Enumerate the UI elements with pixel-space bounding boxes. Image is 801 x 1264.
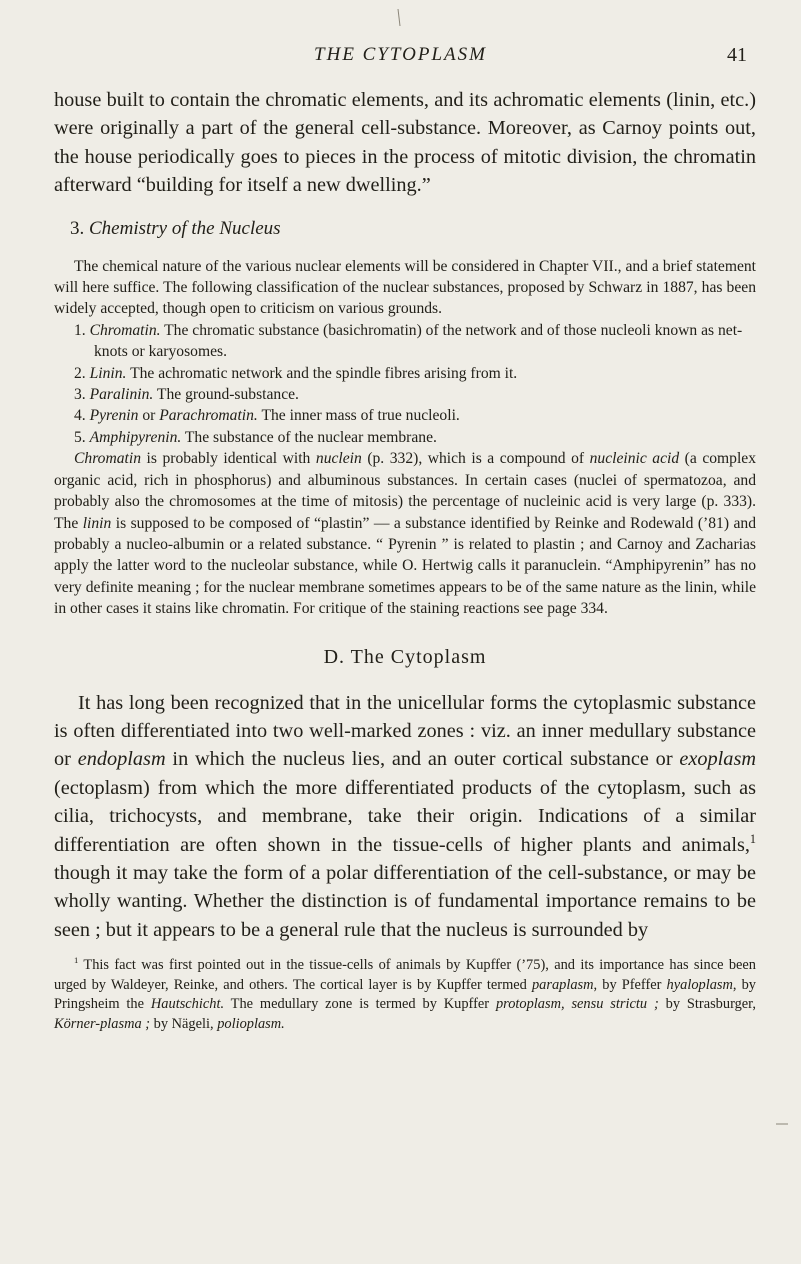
section-heading: D. The Cytoplasm [323,645,487,668]
list-item: 3. Paralinin. The ground-substance. [74,386,299,404]
footnote: $^1$ This fact was first pointed out in the tissue-cells of animals by Kupffer (’75), and its importance has since been urged by Waldeyer, Reinke, and others. The cortical layer is by Kupffer termed paraplasm, by Pfeffer hyaloplasm, by Pringsheim the Hautschicht. The medullary zone is termed by Kupffer protoplasm, sensu strictu ; by Strasburger, Körner-plasma ; by Nägeli, polioplasm. [54,955,757,1032]
list-item: 2. Linin. The achromatic network and the spindle fibres arising from it. [74,364,518,382]
chromatin-paragraph: Chromatin is probably identical with nuclein (p. 332), which is a compound of nucleinic acid (a complex organic acid, rich in phosphorus) and albuminous substances. In certain cases (nuclei of spermatozoa, and probably also the chromosomes at the time of mitosis) the percentage of nucleinic acid is very large (p. 333). The linin is supposed to be composed of “plastin” — a substance identified by Reinke and Rodewald (’81) and probably a nucleo-albumin or a related substance. “ Pyrenin ” is related to plastin ; and Carnoy and Zacharias apply the latter word to the nucleolar substance, while O. Hertwig calls it paranuclein. “Amphipyrenin” has no very definite meaning ; for the nuclear membrane sometimes appears to be of the same nature as the linin, while in other cases it stains like chromatin. For critique of the staining reactions see page 334. [54,450,757,618]
cytoplasm-paragraph: It has long been recognized that in the unicellular forms the cytoplasmic substance is often differentiated into two well-marked zones : viz. an inner medullary substance or endoplasm in which the nucleus lies, and an outer cortical substance or exoplasm (ectoplasm) from which the more differentiated products of the cytoplasm, such as cilia, trichocysts, and membrane, take their origin. Indications of a similar differentiation are often shown in the tissue-cells of higher plants and animals,$^1$ though it may take the form of a polar differentiation of the cell-substance, or may be wholly wanting. Whether the distinction is of fundamental importance remains to be seen ; but it appears to be a general rule that the nucleus is surrounded by [54,691,756,941]
subsection-number: 3. [70,217,85,239]
continued-paragraph: house built to contain the chromatic elements, and its achromatic elements (linin, etc.) were originally a part of the general cell-substance. Moreover, as Carnoy points out, the house periodically goes to pieces in the process of mitotic division, the chromatin afterward “building for itself a new dwelling.” [54,89,756,197]
margin-dash [776,1122,790,1126]
page-content [54,86,756,1035]
stray-mark [396,8,402,28]
list-item: 1. Chromatin. The chromatic substance (basichromatin) of the network and of those nucleoli known as net-knots or karyosomes. [74,321,743,361]
list-item: 5. Amphipyrenin. The substance of the nuclear membrane. [74,428,437,446]
subsection-heading [70,218,756,240]
chemistry-intro: The chemical nature of the various nuclear elements will be considered in Chapter VII., and a brief statement will here suffice. The following classification of the nuclear substances, proposed by Schwarz in 1887, has been widely accepted, though open to criticism on various grounds. [54,257,756,318]
footnotes [54,956,756,1034]
list-item: 4. Pyrenin or Parachromatin. The inner mass of true nucleoli. [74,407,460,425]
subsection-title: Chemistry of the Nucleus [89,217,281,239]
classification-list [54,320,756,448]
page-number: 41 [727,44,747,66]
running-title: THE CYTOPLASM [314,44,487,65]
page-header [0,44,801,74]
footnote-marker: 1 [749,831,756,846]
